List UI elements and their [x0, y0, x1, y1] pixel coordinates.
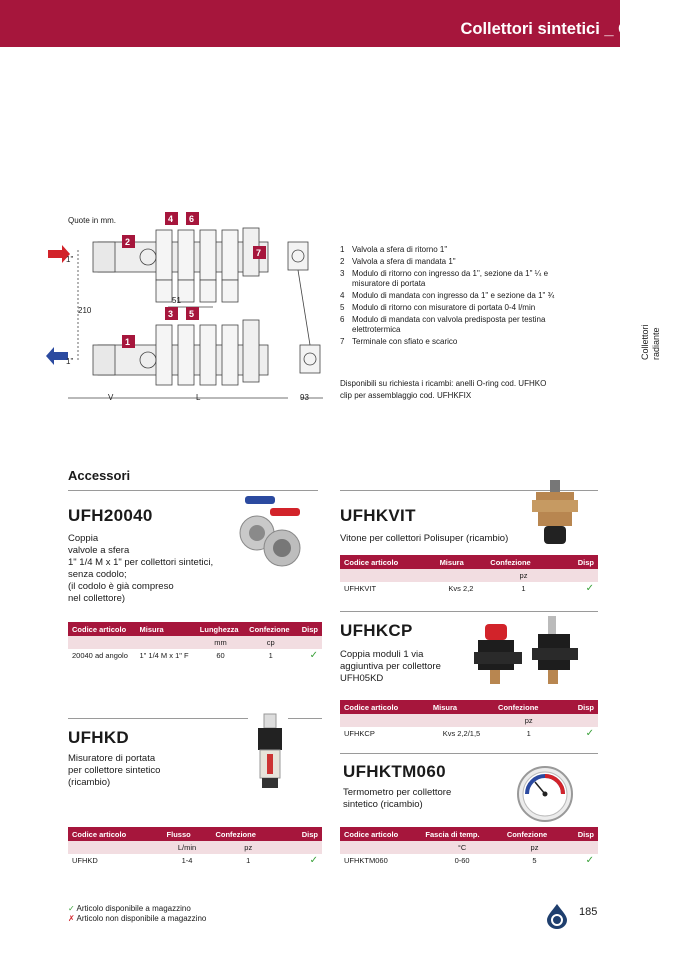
badge-2: 2: [125, 237, 131, 247]
available-check-icon: ✓: [309, 650, 318, 661]
product-description: Vitone per collettori Polisuper (ricambio): [340, 533, 509, 544]
divider: [340, 753, 598, 754]
product-code: UFHKVIT: [340, 506, 416, 525]
table-row: UFHKCP Kvs 2,2/1,5 1 ✓: [340, 727, 598, 740]
available-check-icon: ✓: [68, 904, 75, 913]
available-check-icon: ✓: [585, 728, 594, 739]
flow-meter-photo: [250, 712, 290, 792]
ball-valve-photo: [235, 488, 325, 578]
badge-5: 5: [189, 309, 195, 319]
spec-table: Codice articolo Misura Confezione Disp pz UFHKCP Kvs 2,2/1,5 1 ✓: [340, 700, 598, 740]
legend-item: 2 Valvola a sfera di mandata 1": [340, 257, 456, 266]
spec-table: Codice articolo Misura Lunghezza Confezione Disp mm cp 20040 ad angolo 1" 1/4 M x 1" F 60 1 ✓: [68, 622, 322, 662]
side-tab[interactable]: [640, 310, 674, 365]
unavailable-cross-icon: ✗: [68, 914, 75, 923]
product-description: Termometro per collettore sintetico (ricambio): [343, 787, 452, 810]
spec-table: Codice articolo Flusso Confezione Disp L/min pz UFHKD 1-4 1 ✓: [68, 827, 322, 867]
dim-inlet-top: 1": [66, 255, 74, 264]
page-number: 185: [579, 906, 598, 918]
legend-item: 3 Modulo di ritorno con ingresso da 1", sezione da 1" ¼ e misuratore di portata: [340, 269, 549, 288]
availability-legend: ✓ Articolo disponibile a magazzino ✗ Articolo non disponibile a magazzino: [68, 904, 207, 923]
brand-logo-icon: [543, 902, 571, 930]
spare-parts-note: Disponibili su richiesta i ricambi: anelli O-ring cod. UFHKO clip per assemblaggio cod. UFHKFIX: [340, 379, 547, 400]
product-code: UFHKD: [68, 728, 129, 747]
spec-table: Codice articolo Misura Confezione Disp pz UFHKVIT Kvs 2,2 1 ✓: [340, 555, 598, 595]
module-pair-photo: [470, 612, 585, 692]
table-row: 20040 ad angolo 1" 1/4 M x 1" F 60 1 ✓: [68, 649, 322, 662]
product-description: Misuratore di portata per collettore sintetico (ricambio): [68, 753, 161, 788]
page-title: Collettori sintetici _ C4.1: [460, 20, 653, 38]
dim-height: 210: [78, 306, 92, 315]
dim-spacing: 51: [172, 296, 181, 305]
badge-6: 6: [189, 214, 195, 224]
available-check-icon: ✓: [309, 855, 318, 866]
badge-7: 7: [256, 248, 262, 258]
divider: [68, 718, 248, 719]
product-code: UFHKCP: [340, 621, 413, 640]
diagram-legend: [340, 245, 575, 349]
table-row: UFHKD 1-4 1 ✓: [68, 854, 322, 867]
section-title: Accessori: [68, 468, 131, 483]
legend-item: 1 Valvola a sfera di ritorno 1": [340, 245, 448, 254]
badge-4: 4: [168, 214, 174, 224]
legend-item: 6 Modulo di mandata con valvola predisposta per testina elettrotermica: [340, 315, 546, 334]
dim-v: V: [108, 393, 114, 402]
product-code: UFH20040: [68, 506, 153, 525]
dim-offset: 93: [300, 393, 309, 402]
product-code: UFHKTM060: [343, 762, 446, 781]
legend-item: 4 Modulo di mandata con ingresso da 1" e sezione da 1" ¾: [340, 291, 555, 300]
spec-table: Codice articolo Fascia di temp. Confezione Disp °C pz UFHKTM060 0-60 5 ✓: [340, 827, 598, 867]
table-row: UFHKVIT Kvs 2,2 1 ✓: [340, 582, 598, 595]
available-check-icon: ✓: [585, 583, 594, 594]
valve-insert-photo: [528, 478, 582, 548]
available-check-icon: ✓: [585, 855, 594, 866]
side-tab-line2: radiante: [651, 327, 661, 360]
table-row: UFHKTM060 0-60 5 ✓: [340, 854, 598, 867]
product-description: Coppia moduli 1 via aggiuntiva per collettore UFH05KD: [340, 649, 441, 684]
badge-3: 3: [168, 309, 174, 319]
side-tab-line1: Collettori: [640, 324, 650, 360]
legend-item: 7 Terminale con sfiato e scarico: [340, 337, 458, 346]
badge-1: 1: [125, 337, 131, 347]
product-description: Coppia valvole a sfera 1" 1/4 M x 1" per collettori sintetici, senza codolo; (il codolo è già compreso nel collettore): [68, 533, 214, 604]
quote-label: Quote in mm.: [68, 216, 117, 225]
dim-inlet-bottom: 1": [66, 357, 74, 366]
thermometer-photo: [515, 764, 575, 824]
manifold-diagram: [38, 210, 323, 410]
dim-l: L: [196, 393, 201, 402]
divider: [288, 718, 322, 719]
legend-item: 5 Modulo di ritorno con misuratore di portata 0-4 l/min: [340, 303, 536, 312]
